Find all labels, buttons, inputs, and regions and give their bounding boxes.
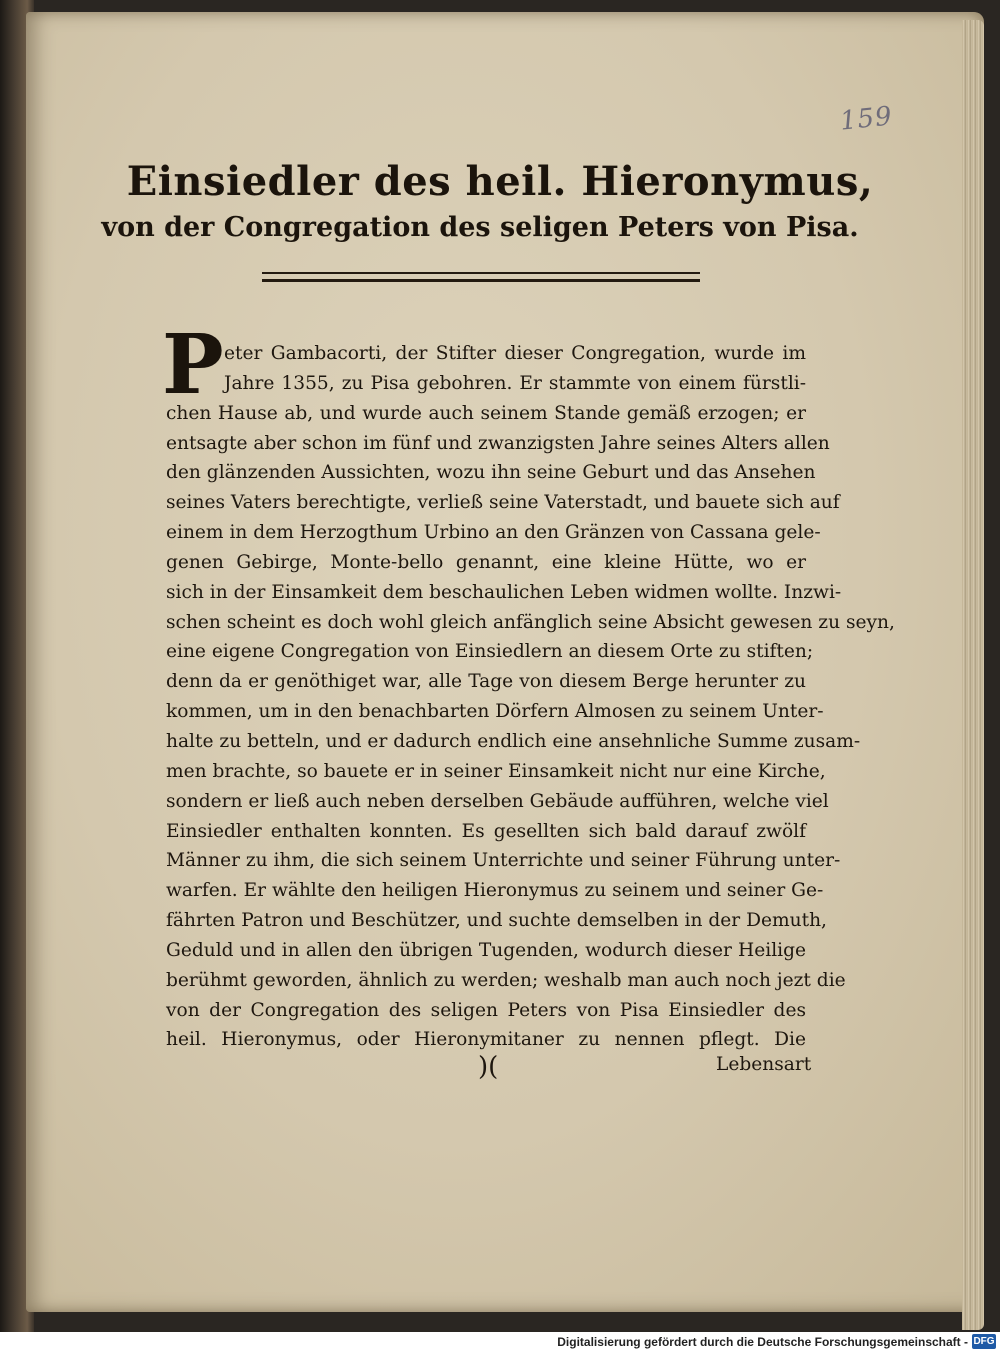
title-line-2: von der Congregation des seligen Peters von Pisa. [101, 212, 859, 243]
text-line: warfen. Er wählte den heiligen Hieronymus zu seinem und seiner Ge- [166, 880, 824, 902]
text-line: eine eigene Congregation von Einsiedlern an diesem Orte zu stiften; [166, 641, 814, 663]
title-line-1: Einsiedler des heil. Hieronymus, [126, 158, 874, 205]
drop-cap: P [162, 317, 224, 413]
catchword: Lebensart [716, 1054, 812, 1075]
text-line: eter Gambacorti, der Stifter dieser Congregation, wurde im [224, 343, 806, 364]
text-line: einem in dem Herzogthum Urbino an den Gränzen von Cassana gele- [166, 522, 821, 544]
text-line: berühmt geworden, ähnlich zu werden; weshalb man auch noch jezt die [166, 969, 846, 991]
text-line: seines Vaters berechtigte, verließ seine Vaterstadt, und bauete sich auf [166, 492, 840, 514]
handwritten-page-number: 159 [838, 101, 895, 137]
page-edges [962, 20, 984, 1330]
text-line: sondern er ließ auch neben derselben Gebäude aufführen, welche viel [166, 790, 829, 812]
funding-credit: Digitalisierung gefördert durch die Deutsche Forschungsgemeinschaft - [557, 1335, 968, 1349]
text-line: Männer zu ihm, die sich seinem Unterrichte und seiner Führung unter- [166, 850, 841, 872]
text-line: den glänzenden Aussichten, wozu ihn seine Geburt und das Ansehen [166, 462, 816, 484]
title-rule-bottom [262, 279, 700, 282]
title-rule-top [262, 272, 700, 274]
text-line: halte zu betteln, und er dadurch endlich eine ansehnliche Summe zusam- [166, 730, 861, 752]
text-line: fährten Patron und Beschützer, und suchte demselben in der Demuth, [166, 910, 827, 932]
text-line: von der Congregation des seligen Peters von Pisa Einsiedler des [166, 999, 806, 1021]
dfg-logo-icon: DFG [973, 1336, 995, 1347]
text-line: genen Gebirge, Monte-bello genannt, eine kleine Hütte, wo er [166, 551, 806, 573]
text-line: heil. Hieronymus, oder Hieronymitaner zu nennen pflegt. Die [166, 1029, 806, 1051]
body-text [166, 339, 895, 1055]
text-line: Einsiedler enthalten konnten. Es gesellten sich bald darauf zwölf [166, 820, 806, 842]
text-line: Geduld und in allen den übrigen Tugenden, wodurch dieser Heilige [166, 939, 806, 961]
text-line: chen Hause ab, und wurde auch seinem Stande gemäß erzogen; er [166, 402, 806, 424]
text-line: entsagte aber schon im fünf und zwanzigsten Jahre seines Alters allen [166, 432, 830, 454]
text-line: schen scheint es doch wohl gleich anfänglich seine Absicht gewesen zu seyn, [166, 611, 895, 633]
text-line: sich in der Einsamkeit dem beschaulichen Leben widmen wollte. Inzwi- [166, 581, 842, 603]
text-line: denn da er genöthiget war, alle Tage von diesem Berge herunter zu [166, 671, 806, 693]
footer-credit-bar [0, 1332, 1000, 1352]
text-line: kommen, um in den benachbarten Dörfern Almosen zu seinem Unter- [166, 701, 824, 723]
text-line: Jahre 1355, zu Pisa gebohren. Er stammte von einem fürstli- [224, 372, 806, 394]
signature-mark: )( [478, 1052, 499, 1082]
text-line: men brachte, so bauete er in seiner Einsamkeit nicht nur eine Kirche, [166, 760, 826, 782]
